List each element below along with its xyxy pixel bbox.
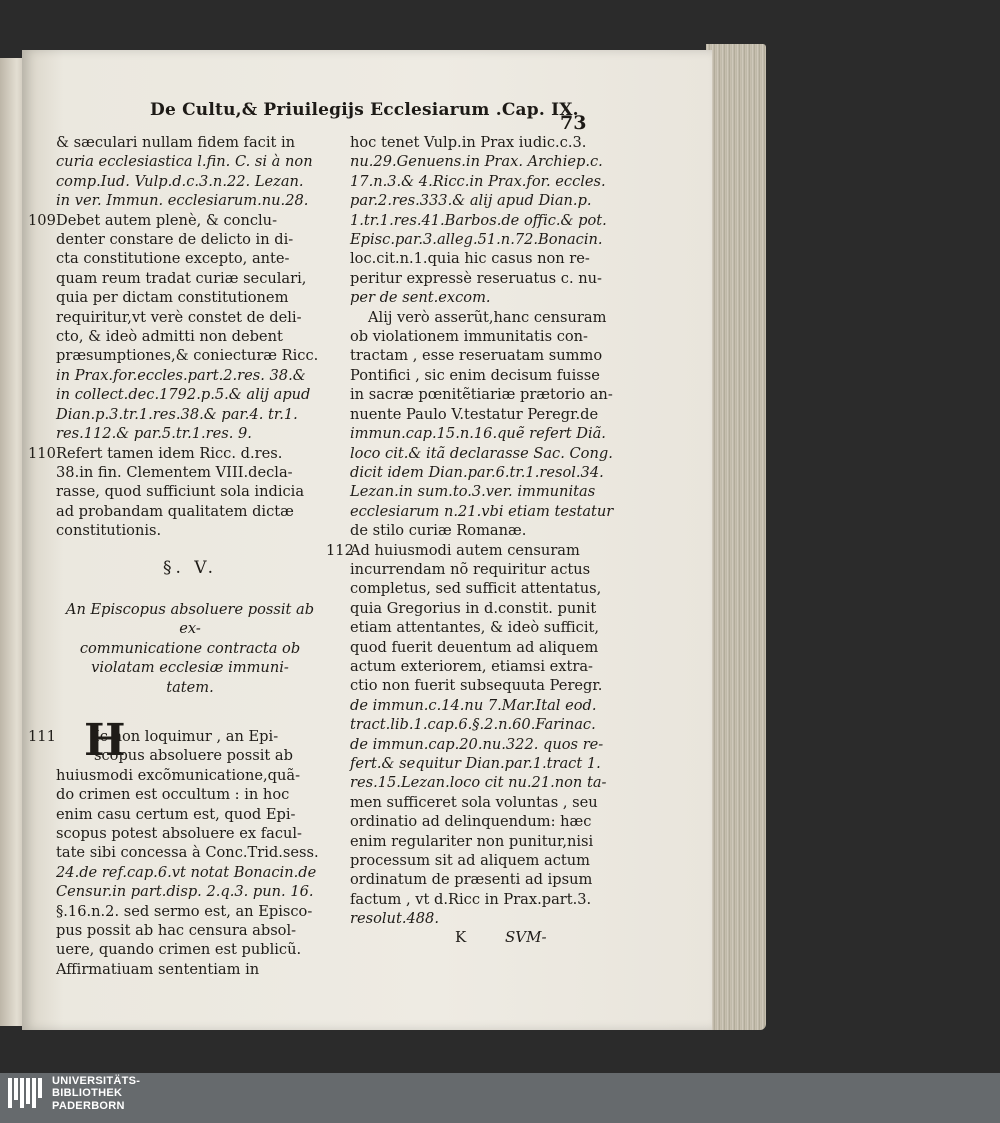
section-title: An Episcopus absoluere possit ab ex- communicatione contracta ob violatam ecclesiæ immuni- tatem. — [65, 600, 315, 696]
text-line: Episc.par.3.alleg.51.n.72.Bonacin. — [350, 231, 603, 249]
footer-bar — [0, 1073, 1000, 1123]
text-line: per de sent.excom. — [350, 289, 491, 307]
text-line: præsumptiones,& coniecturæ Ricc. — [56, 347, 319, 365]
text-line: par.2.res.333.& alij apud Dian.p. — [350, 192, 592, 210]
text-line: in sacræ pœnitẽtiariæ prætorio an- — [350, 386, 613, 404]
text-line: completus, sed sufficit attentatus, — [350, 580, 602, 598]
text-line: resolut.488. — [350, 910, 439, 928]
text-line: actum exteriorem, etiamsi extra- — [350, 657, 593, 675]
text-line: enim regulariter non punitur,nisi — [350, 832, 594, 850]
text-line: 1.tr.1.res.41.Barbos.de offic.& pot. — [350, 211, 607, 229]
right-column — [326, 133, 614, 929]
text-line: in collect.dec.1792.p.5.& alij apud — [56, 386, 311, 404]
text-line: res.112.& par.5.tr.1.res. 9. — [56, 425, 252, 443]
paragraph-110: 110Refert tamen idem Ricc. d.res. — [28, 444, 283, 462]
text-line: res.15.Lezan.loco cit nu.21.non ta- — [350, 774, 607, 792]
text-line: de immun.c.14.nu 7.Mar.Ital eod. — [350, 696, 597, 714]
text-line: incurrendam nõ requiritur actus — [350, 560, 591, 578]
catchword: SVM- — [505, 928, 547, 946]
left-column — [28, 133, 324, 979]
text-line: & sæculari nullam fidem facit in — [56, 134, 296, 151]
paragraph-number: 112 — [326, 541, 354, 559]
text-line: nu.29.Genuens.in Prax. Archiep.c. — [350, 153, 603, 171]
paragraph-number: 109 — [28, 211, 56, 229]
text-line: de stilo curiæ Romanæ. — [350, 522, 527, 540]
text-line: quam reum tradat curiæ seculari, — [56, 269, 307, 287]
text-line: 38.in fin. Clementem VIII.decla- — [56, 463, 293, 481]
text-line: comp.Iud. Vulp.d.c.3.n.22. Lezan. — [56, 172, 304, 190]
text-line: peritur expressè reseruatus c. nu- — [350, 269, 602, 287]
text-line: cto, & ideò admitti non debent — [56, 328, 283, 346]
text-line: Dian.p.3.tr.1.res.38.& par.4. tr.1. — [56, 405, 298, 423]
page-edges — [706, 44, 766, 1030]
paragraph-number: 110 — [28, 444, 56, 462]
text-line: etiam attentantes, & ideò sufficit, — [350, 619, 600, 637]
text-line: ordinatum de præsenti ad ipsum — [350, 871, 593, 889]
page-number: 73 — [560, 112, 587, 134]
text-line: in ver. Immun. ecclesiarum.nu.28. — [56, 192, 309, 210]
text-line: denter constare de delicto in di- — [56, 231, 294, 249]
text-line: processum sit ad aliquem actum — [350, 852, 590, 870]
paragraph-112: 112Ad huiusmodi autem censuram — [326, 541, 580, 559]
text-line: quia per dictam constitutionem — [56, 289, 289, 307]
library-name: UNIVERSITÄTS- BIBLIOTHEK PADERBORN — [52, 1075, 141, 1112]
text-line: in Prax.for.eccles.part.2.res. 38.& — [56, 366, 306, 384]
signature-mark: K — [455, 928, 467, 946]
text-line: Alij verò asserũt,hanc censuram — [368, 308, 607, 326]
text-line: fert.& sequitur Dian.par.1.tract 1. — [350, 755, 601, 772]
text-line: dicit idem Dian.par.6.tr.1.resol.34. — [350, 463, 604, 481]
text-line: immun.cap.15.n.16.quẽ refert Diã. — [350, 425, 606, 443]
text-line: loco cit.& itã declarasse Sac. Cong. — [350, 444, 613, 462]
text-line: constitutionis. — [56, 522, 162, 540]
text-line: Lezan.in sum.to.3.ver. immunitas — [350, 483, 596, 501]
text-line: quod fuerit deuentum ad aliquem — [350, 638, 599, 656]
section-heading: §. V. — [162, 557, 218, 578]
text-line: nuente Paulo V.testatur Peregr.de — [350, 405, 599, 423]
text-line: de immun.cap.20.nu.322. quos re- — [350, 735, 604, 753]
text-line: ordinatio ad delinquendum: hæc — [350, 813, 592, 831]
paragraph-109: 109Debet autem plenè, & conclu- — [28, 211, 278, 229]
text-line: rasse, quod sufficiunt sola indicia — [56, 483, 305, 501]
text-line: cta constitutione excepto, ante- — [56, 250, 290, 268]
text-line: tract.lib.1.cap.6.§.2.n.60.Farinac. — [350, 716, 596, 734]
text-line: loc.cit.n.1.quia hic casus non re- — [350, 250, 590, 268]
facing-page-edge — [0, 58, 24, 1026]
paragraph-number: 111 — [28, 727, 56, 745]
text-line: 17.n.3.& 4.Ricc.in Prax.for. eccles. — [350, 172, 606, 190]
text-line: ob violationem immunitatis con- — [350, 328, 588, 346]
text-line: factum , vt d.Ricc in Prax.part.3. — [350, 890, 592, 908]
text-line: hoc tenet Vulp.in Prax iudic.c.3. — [350, 134, 587, 151]
text-line: ad probandam qualitatem dictæ — [56, 502, 294, 520]
text-line: ctio non fuerit subsequuta Peregr. — [350, 677, 603, 695]
paragraph-111: 111 H Ic non loquimur , an Epi- scopus absoluere possit ab huiusmodi excõmunicatione,quã- do crimen est occultum : in hoc enim casu certum est, quod Epi- scopus potest absoluere ex facul- tate sibi concessa à Conc.Trid.sess. 24.de ref.cap.6.vt notat Bonacin.de Censur.in part.disp. 2.q.3. pun. 16. §.16.n.2. sed sermo est, an Episco- pus possit ab hac censura absol- uere, quando crimen est publicũ. Affirmatiuam sententiam in — [28, 714, 319, 978]
text-line: men sufficeret sola voluntas , seu — [350, 793, 598, 811]
text-line: ecclesiarum n.21.vbi etiam testatur — [350, 502, 614, 520]
text-line: Pontifici , sic enim decisum fuisse — [350, 366, 600, 384]
library-logo-icon — [8, 1078, 44, 1108]
text-line: tractam , esse reseruatam summo — [350, 347, 603, 365]
text-line: curia ecclesiastica l.fin. C. si à non — [56, 153, 313, 171]
text-line: requiritur,vt verè constet de deli- — [56, 308, 302, 326]
running-title: De Cultu,& Priuilegijs Ecclesiarum .Cap. IX. — [150, 100, 579, 120]
text-line: quia Gregorius in d.constit. punit — [350, 599, 597, 617]
drop-cap: H — [84, 714, 126, 766]
